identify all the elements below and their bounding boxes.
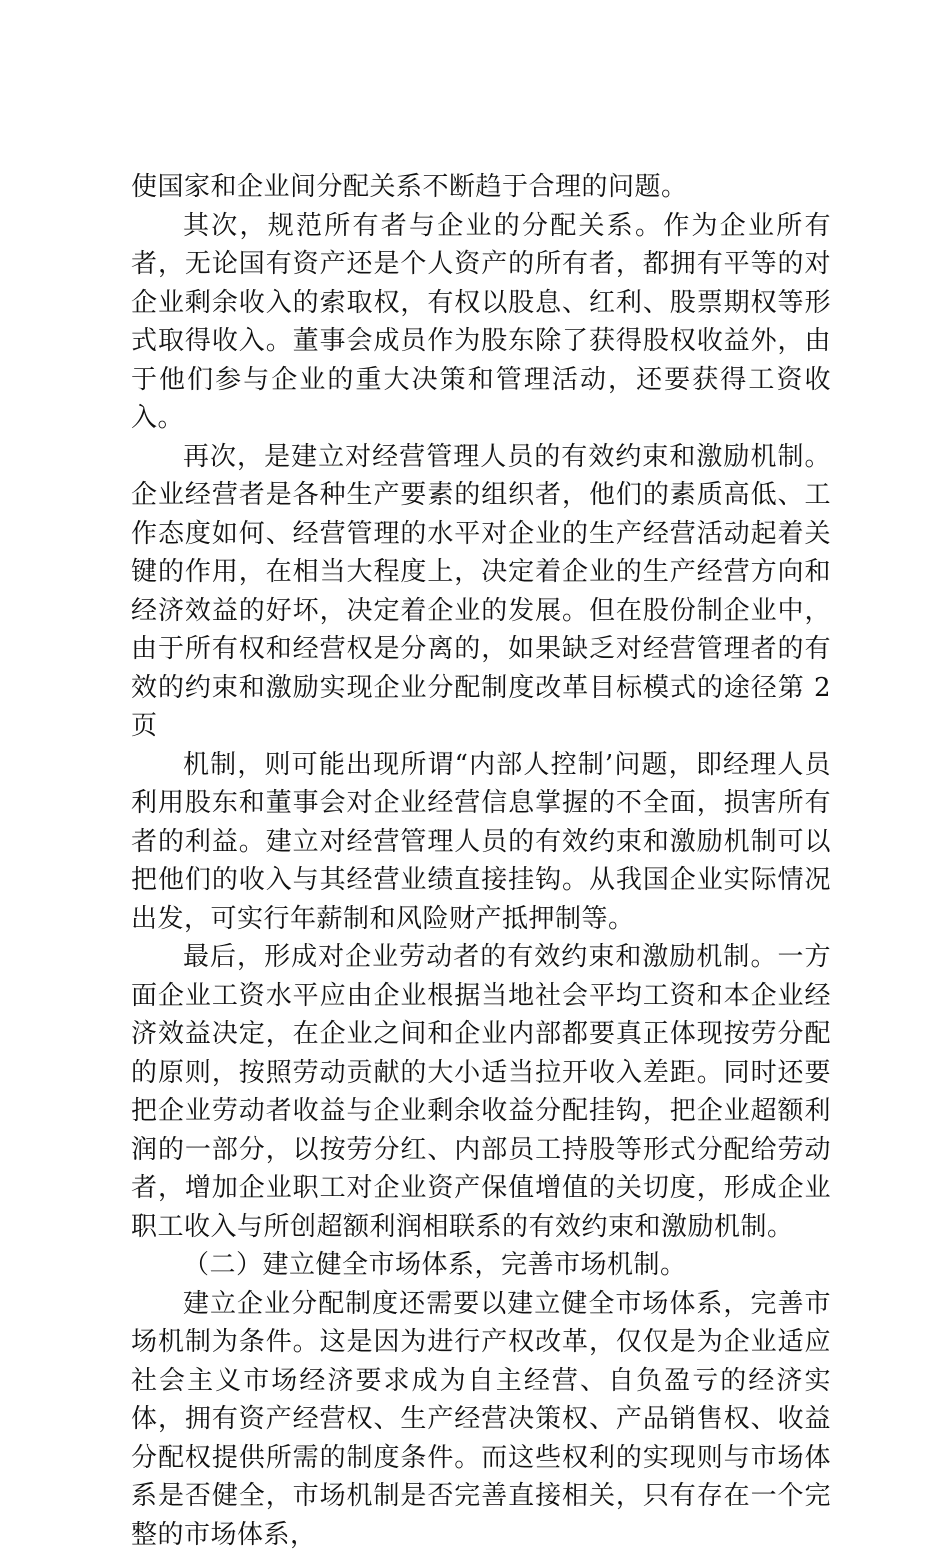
paragraph-continuation: 使国家和企业间分配关系不断趋于合理的问题。 [131, 168, 831, 207]
section-heading: （二）建立健全市场体系，完善市场机制。 [131, 1246, 831, 1285]
paragraph-market-system: 建立企业分配制度还需要以建立健全市场体系，完善市场机制为条件。这是因为进行产权改革，仅仅是为企业适应社会主义市场经济要求成为自主经营、自负盈亏的经济实体，拥有资产经营权、生产经营决策权、产品销售权、收益分配权提供所需的制度条件。而这些权利的实现则与市场体系是否健全，市场机制是否完善直接相关，只有存在一个完整的市场体系， [131, 1285, 831, 1554]
paragraph-manager-incentives: 再次，是建立对经营管理人员的有效约束和激励机制。企业经营者是各种生产要素的组织者，他们的素质高低、工作态度如何、经营管理的水平对企业的生产经营活动起着关键的作用，在相当大程度上，决定着企业的生产经营方向和经济效益的好坏，决定着企业的发展。但在股份制企业中，由于所有权和经营权是分离的，如果缺乏对经营管理者的有效的约束和激励实现企业分配制度改革目标模式的途径第 2 页 [131, 438, 831, 746]
paragraph-worker-incentives: 最后，形成对企业劳动者的有效约束和激励机制。一方面企业工资水平应由企业根据当地社会平均工资和本企业经济效益决定，在企业之间和企业内部都要真正体现按劳分配的原则，按照劳动贡献的大小适当拉开收入差距。同时还要把企业劳动者收益与企业剩余收益分配挂钩，把企业超额利润的一部分，以按劳分红、内部员工持股等形式分配给劳动者，增加企业职工对企业资产保值增值的关切度，形成企业职工收入与所创超额利润相联系的有效约束和激励机制。 [131, 938, 831, 1246]
body-text [131, 168, 831, 1554]
paragraph-insider-control: 机制，则可能出现所谓“内部人控制’问题，即经理人员利用股东和董事会对企业经营信息掌握的不全面，损害所有者的利益。建立对经营管理人员的有效约束和激励机制可以把他们的收入与其经营业绩直接挂钩。从我国企业实际情况出发，可实行年薪制和风险财产抵押制等。 [131, 746, 831, 939]
paragraph-owner-relations: 其次，规范所有者与企业的分配关系。作为企业所有者，无论国有资产还是个人资产的所有者，都拥有平等的对企业剩余收入的索取权，有权以股息、红利、股票期权等形式取得收入。董事会成员作为股东除了获得股权收益外，由于他们参与企业的重大决策和管理活动，还要获得工资收入。 [131, 207, 831, 438]
